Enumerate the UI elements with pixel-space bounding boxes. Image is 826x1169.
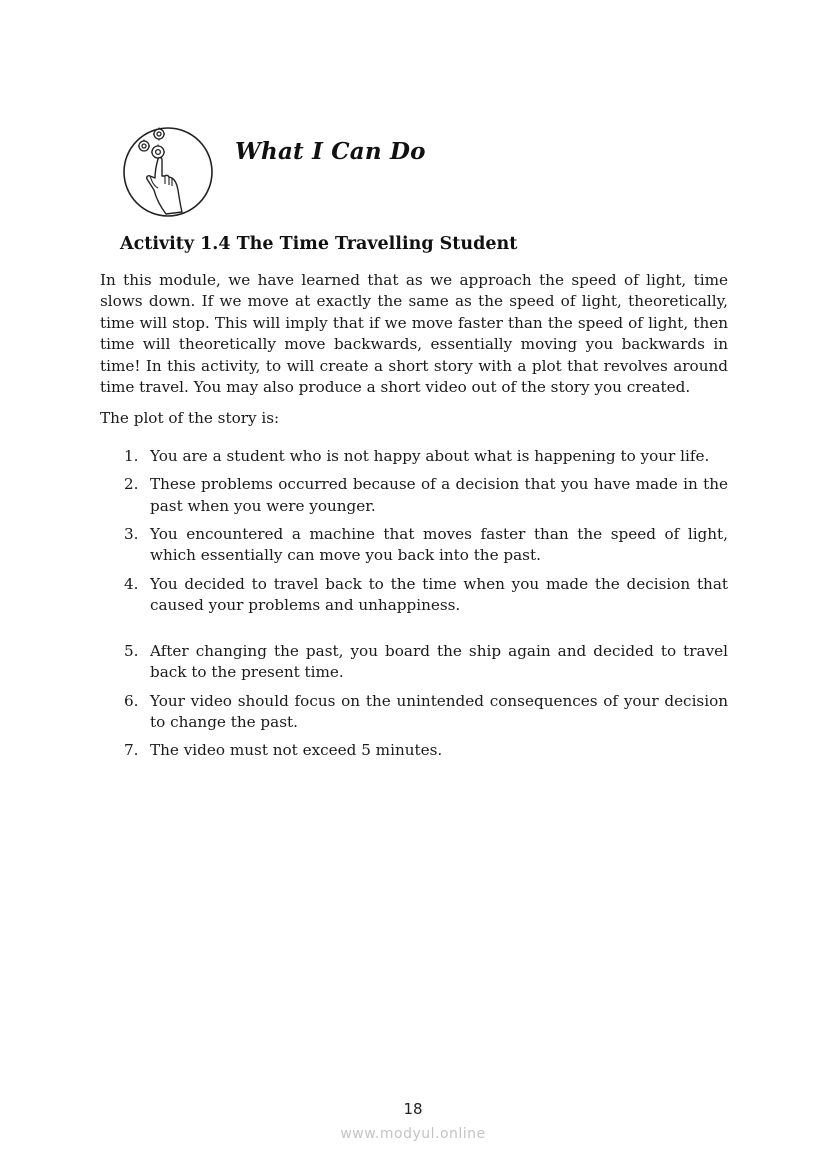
plot-label: The plot of the story is:	[100, 409, 280, 428]
plot-item-number: 4.	[124, 574, 139, 593]
activity-content	[100, 270, 728, 769]
plot-item	[100, 740, 728, 761]
section-title: What I Can Do	[235, 138, 426, 165]
plot-item-number: 6.	[124, 691, 139, 710]
plot-item-text: These problems occurred because of a decision that you have made in the past when you were younger.	[150, 475, 728, 515]
page-number: 18	[403, 1100, 423, 1118]
activity-title: Activity 1.4 The Time Travelling Student	[120, 234, 518, 254]
plot-item-number: 7.	[124, 741, 139, 760]
hand-holding-gears-icon	[122, 126, 214, 218]
plot-item	[100, 524, 728, 567]
intro-paragraph: In this module, we have learned that as we approach the speed of light, time slows down. If we move at exactly the same as the speed of light, theoretically, time will stop. This will imply that if we move faster than the speed of light, then time will theoretically move backwards, essentially moving you backwards in time! In this activity, to will create a short story with a plot that revolves around time travel. You may also produce a short video out of the story you created.	[100, 271, 728, 397]
plot-item-text: After changing the past, you board the ship again and decided to travel back to the present time.	[150, 641, 728, 682]
plot-list	[100, 446, 728, 762]
plot-item-number: 3.	[124, 525, 139, 544]
plot-item-number: 2.	[124, 475, 139, 494]
plot-item	[100, 574, 728, 617]
plot-item	[100, 691, 728, 734]
plot-item-text: Your video should focus on the unintended consequences of your decision to change the past.	[150, 691, 728, 731]
plot-item-text: You are a student who is not happy about what is happening to your life.	[150, 446, 710, 465]
plot-item-text: You encountered a machine that moves faster than the speed of light, which essentially can move you back into the past.	[150, 525, 728, 565]
plot-item-text: The video must not exceed 5 minutes.	[150, 741, 443, 760]
plot-item	[100, 446, 728, 467]
plot-item	[100, 474, 728, 517]
plot-item-number: 1.	[124, 446, 139, 465]
plot-item-text: You decided to travel back to the time when you made the decision that caused your problems and unhappiness.	[150, 574, 728, 615]
plot-item-number: 5.	[124, 641, 139, 660]
plot-item	[100, 641, 728, 684]
watermark: www.modyul.online	[340, 1126, 486, 1142]
